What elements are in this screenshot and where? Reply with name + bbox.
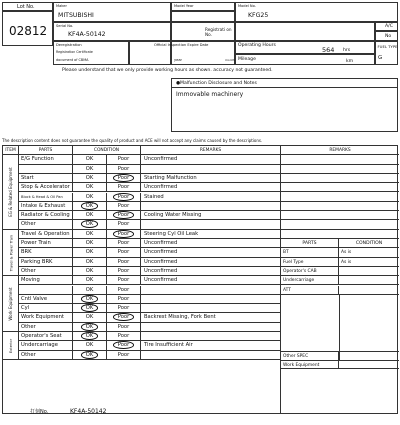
remark-text: Stained (141, 193, 281, 202)
part-name: BRK (19, 248, 73, 257)
part-name: Travel & Operation (19, 230, 73, 239)
ok-label: OK (85, 184, 94, 191)
remark-text (141, 165, 281, 174)
table-row (3, 174, 281, 183)
poor-label: Poor (117, 295, 130, 302)
lot-no-cell (2, 11, 53, 46)
remark-text: Unconfirmed (141, 183, 281, 192)
condition-ok (73, 248, 107, 257)
poor-label: Poor (117, 351, 130, 358)
serial-cell: Serial No. KF4A-50142 (53, 22, 171, 41)
condition-ok (73, 286, 107, 295)
table-row (3, 239, 281, 248)
malfunction-box: ●Malfunction Disclosure and Notes Immovable machinery (171, 78, 398, 132)
part-name: Other (19, 323, 73, 332)
condition-ok (73, 220, 107, 229)
condition-ok (73, 332, 107, 341)
condition-poor (107, 267, 141, 276)
condition-poor (107, 351, 141, 360)
hours-notice: Please understand that we only provide working hours as shown. accuracy not guaranteed. (62, 68, 273, 73)
part-name (19, 286, 73, 295)
ok-label: OK (85, 212, 94, 219)
part-name: Cntl Valve (19, 295, 73, 304)
remark-text: Backrest Missing, Fork Bent (141, 313, 281, 322)
reg-value-cell (235, 22, 375, 41)
item-group-cell (3, 155, 19, 229)
remarks-blank-row (281, 220, 399, 229)
malfunction-text: Immovable machinery (176, 91, 244, 98)
disclaimer: The description content does not guarantee the quality of product and ACE will not accept any claims caused by the descriptions. (2, 138, 263, 143)
hours-value: 564 (322, 46, 335, 54)
condition-poor (107, 295, 141, 304)
work-equipment-label: Work Equipment (281, 360, 339, 369)
poor-label: Poor (117, 165, 130, 172)
remark-text (141, 304, 281, 313)
fuel-type-cell: FUEL TYPE G (375, 41, 398, 65)
ok-label: OK (85, 156, 94, 163)
remark-text: Steering Cyl Oil Leak (141, 230, 281, 239)
ok-label: OK (81, 304, 99, 312)
remark-text (141, 295, 281, 304)
poor-label: Poor (117, 202, 130, 209)
condition-ok (73, 230, 107, 239)
ok-label: OK (85, 249, 94, 256)
maker-value: MITSUBISHI (58, 12, 94, 20)
part-name: Start (19, 174, 73, 183)
ac-label-cell: A/C (375, 22, 398, 31)
condition-ok (73, 323, 107, 332)
model-no-value: KFG25 (248, 12, 269, 20)
table-row (3, 276, 281, 285)
inspection-cell: Official Inspection Expire Date year month (171, 41, 235, 65)
operating-hours-cell: Operating Hours 564 hrs (235, 41, 375, 54)
ok-label: OK (85, 267, 94, 274)
table-row (3, 351, 281, 360)
condition-poor (107, 165, 141, 174)
poor-label: Poor (117, 305, 130, 312)
table-row (3, 258, 281, 267)
ok-label: OK (81, 351, 99, 359)
condition-ok (73, 267, 107, 276)
item-group-label: Travel & Power Train (9, 234, 13, 272)
table-row (3, 155, 281, 164)
right-remarks-table (280, 145, 398, 414)
ok-label: OK (81, 332, 99, 340)
table-row (3, 295, 281, 304)
part-name: Other (19, 267, 73, 276)
condition-poor (107, 220, 141, 229)
right-condition-value (339, 286, 399, 295)
condition-ok (73, 174, 107, 183)
remark-text: Unconfirmed (141, 155, 281, 164)
right-condition-header: CONDITION (339, 239, 399, 248)
ok-label: OK (85, 314, 94, 321)
table-row (3, 313, 281, 322)
remark-text (141, 351, 281, 360)
condition-poor (107, 304, 141, 313)
condition-ok (73, 304, 107, 313)
mileage-cell: Mileage km (235, 54, 375, 65)
remarks-blank-row (281, 183, 399, 192)
condition-poor (107, 332, 141, 341)
part-name: Other (19, 220, 73, 229)
right-condition-value (339, 267, 399, 276)
condition-ok (73, 211, 107, 220)
right-part-name: ATT (281, 286, 339, 295)
poor-label: Poor (117, 221, 130, 228)
table-row (3, 248, 281, 257)
part-name: Stop & Accelerator (19, 183, 73, 192)
remark-text (141, 332, 281, 341)
part-name: Block & Head & Oil Pan (19, 193, 73, 202)
table-row (3, 211, 281, 220)
part-name: Undercarriage (19, 341, 73, 350)
poor-label: Poor (113, 193, 134, 201)
condition-poor (107, 155, 141, 164)
table-row (3, 323, 281, 332)
remarks-blank-row (281, 211, 399, 220)
item-group-cell (3, 332, 19, 360)
right-remarks-header: REMARKS (281, 146, 399, 155)
condition-ok (73, 183, 107, 192)
table-row (3, 304, 281, 313)
ok-label: OK (81, 202, 99, 210)
table-row (3, 341, 281, 350)
table-row (3, 332, 281, 341)
remark-text (141, 323, 281, 332)
remark-text: Starting Malfunction (141, 174, 281, 183)
model-no-cell: Model No. KFG25 (235, 2, 398, 22)
condition-poor (107, 193, 141, 202)
table-row (3, 165, 281, 174)
poor-label: Poor (117, 249, 130, 256)
poor-label: Poor (117, 184, 130, 191)
part-name: Intake & Exhaust (19, 202, 73, 211)
ok-label: OK (85, 174, 94, 181)
condition-ok (73, 258, 107, 267)
part-name: Moving (19, 276, 73, 285)
poor-label: Poor (113, 174, 134, 182)
right-part-name: Fuel Type (281, 258, 339, 267)
table-header-row: ITEM PARTS CONDITION REMARKS (3, 146, 281, 155)
lot-number: 02812 (9, 24, 48, 38)
right-part-name: Undercarriage (281, 276, 339, 285)
condition-ok (73, 276, 107, 285)
remark-text: Unconfirmed (141, 239, 281, 248)
right-parts-header: PARTS (281, 239, 339, 248)
remark-text (141, 202, 281, 211)
condition-poor (107, 211, 141, 220)
maker-cell: Maker MITSUBISHI (53, 2, 171, 22)
right-condition-value: As is (339, 258, 399, 267)
condition-ok (73, 155, 107, 164)
other-spec-label: Other SPEC (281, 351, 339, 360)
poor-label: Poor (117, 240, 130, 246)
condition-ok (73, 295, 107, 304)
condition-poor (107, 313, 141, 322)
condition-poor (107, 323, 141, 332)
remark-text: Unconfirmed (141, 267, 281, 276)
condition-poor (107, 341, 141, 350)
remark-text (141, 286, 281, 295)
stamp-no-value: KF4A-50142 (70, 408, 107, 415)
model-year-value-cell (171, 11, 235, 22)
condition-ok (73, 351, 107, 360)
remark-text: Unconfirmed (141, 258, 281, 267)
condition-poor (107, 248, 141, 257)
remarks-blank-row (281, 155, 399, 164)
right-condition-value (339, 276, 399, 285)
poor-label: Poor (113, 230, 134, 238)
item-group-label: Exterior (9, 338, 14, 354)
poor-label: Poor (117, 323, 130, 330)
right-part-name: Operator's CAB (281, 267, 339, 276)
table-row (3, 183, 281, 192)
remarks-blank-row (281, 230, 399, 239)
item-group-label: EG & Related Equipment (8, 167, 14, 218)
remark-text (141, 220, 281, 229)
part-name: Operator's Seat (19, 332, 73, 341)
part-name: Other (19, 351, 73, 360)
table-row (3, 220, 281, 229)
condition-poor (107, 286, 141, 295)
item-group-cell (3, 276, 19, 332)
condition-ok (73, 165, 107, 174)
table-row (3, 193, 281, 202)
poor-label: Poor (117, 286, 130, 293)
ok-label: OK (85, 342, 94, 349)
condition-poor (107, 183, 141, 192)
remarks-blank-row (281, 165, 399, 174)
poor-label: Poor (117, 258, 130, 265)
remarks-blank-row (281, 193, 399, 202)
condition-poor (107, 174, 141, 183)
remark-text: Unconfirmed (141, 248, 281, 257)
condition-poor (107, 202, 141, 211)
part-name: Radiator & Cooling (19, 211, 73, 220)
condition-poor (107, 239, 141, 248)
ok-label: OK (85, 258, 94, 265)
poor-label: Poor (117, 277, 130, 284)
dereg-cell: Deregistration Registration Certificate document of CBMA (53, 41, 129, 65)
ok-label: OK (85, 230, 94, 237)
ok-label: OK (81, 323, 99, 331)
remarks-blank-row (281, 202, 399, 211)
model-year-cell: Model Year (171, 2, 235, 11)
right-part-name: BT (281, 248, 339, 257)
table-row (3, 286, 281, 295)
remark-text: Unconfirmed (141, 276, 281, 285)
remarks-blank-row (281, 174, 399, 183)
ok-label: OK (81, 295, 99, 303)
ok-label: OK (85, 165, 94, 172)
part-name: Work Equipment (19, 313, 73, 322)
right-condition-value: As is (339, 248, 399, 257)
table-row (3, 230, 281, 239)
part-name: Parking BRK (19, 258, 73, 267)
poor-label: Poor (117, 267, 130, 274)
table-row (3, 267, 281, 276)
poor-label: Poor (117, 333, 130, 339)
condition-poor (107, 230, 141, 239)
inspection-table (2, 145, 280, 414)
part-name: E/G Function (19, 155, 73, 164)
poor-label: Poor (113, 341, 134, 349)
part-name: Cyl (19, 304, 73, 313)
condition-ok (73, 239, 107, 248)
work-equipment-value (339, 360, 399, 369)
ok-label: OK (85, 277, 94, 284)
poor-label: Poor (117, 156, 130, 163)
condition-poor (107, 276, 141, 285)
part-name: Power Train (19, 239, 73, 248)
item-group-cell (3, 230, 19, 277)
condition-ok (73, 341, 107, 350)
ac-value-cell: No (375, 31, 398, 41)
remark-text: Cooling Water Missing (141, 211, 281, 220)
lot-no-label-cell: Lot No. (2, 2, 53, 11)
condition-ok (73, 202, 107, 211)
condition-ok (73, 313, 107, 322)
poor-label: Poor (113, 211, 134, 219)
part-name (19, 165, 73, 174)
serial-value: KF4A-50142 (68, 31, 106, 39)
other-spec-value (339, 351, 399, 360)
ok-label: OK (85, 240, 94, 246)
remark-text: Tire Insufficient Air (141, 341, 281, 350)
table-row (3, 202, 281, 211)
condition-poor (107, 258, 141, 267)
ok-label: OK (85, 193, 94, 200)
ok-label: OK (85, 286, 94, 293)
item-group-label: Work Equipment (8, 287, 14, 321)
poor-label: Poor (113, 313, 134, 321)
condition-ok (73, 193, 107, 202)
ok-label: OK (81, 220, 99, 228)
